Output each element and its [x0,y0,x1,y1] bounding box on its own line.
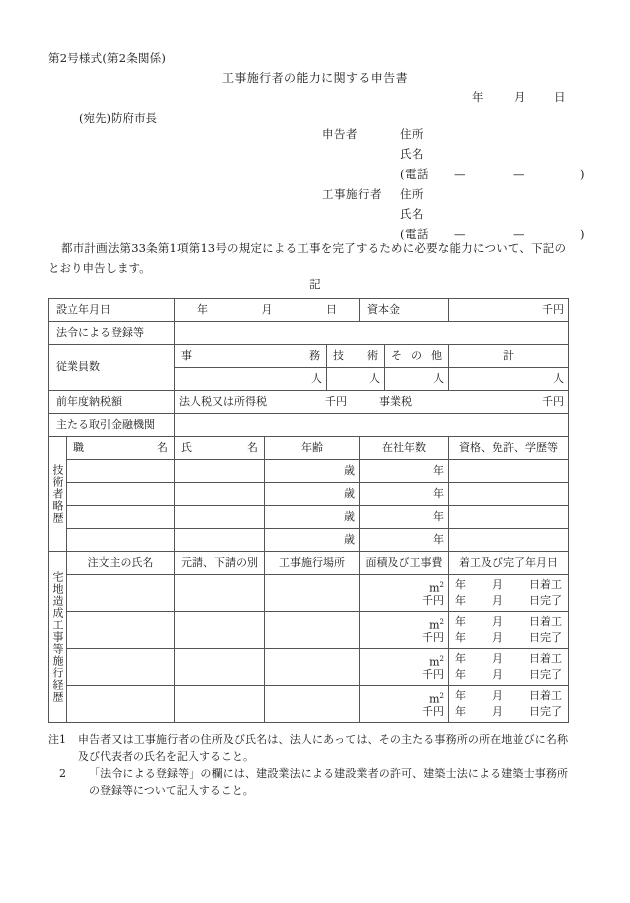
table-row [49,483,569,506]
technical-unit: 人 [369,371,380,385]
position-head-left: 職 [73,440,84,454]
history-contract-4[interactable] [175,686,265,723]
establishment-label: 設立年月日 [56,302,111,316]
contractor-address-row [322,186,585,206]
date-month-label: 月 [514,90,526,104]
table-row [49,575,569,612]
engineer-age-2[interactable] [265,483,360,506]
establishment-day: 日 [326,302,337,316]
engineer-qualification-1[interactable] [449,460,569,483]
form-code: 第2号様式(第2条関係) [48,51,167,65]
age-unit: 歳 [344,463,355,477]
declarant-name-row [322,146,585,166]
bank-label-cell [49,414,175,437]
employees-other-value[interactable] [385,368,449,391]
table-row [49,506,569,529]
footnote-2-text: 「法令による登録等」の欄には、建設業法による建設業者の許可、建築士法による建築士事務所の登録等について記入すること。 [89,767,568,797]
contractor-address-label: 住所 [400,187,424,201]
table-row [49,686,569,723]
footnote-2-number: 2 [59,767,66,780]
name-head-left: 氏 [181,440,192,454]
table-row [49,612,569,649]
row-tax [49,391,569,414]
parties-block [322,126,585,246]
name-head-right: 名 [247,440,258,454]
declarant-tel-label: (電話 [400,167,429,181]
date-year-label: 年 [472,90,484,104]
history-col-area-head: 面積及び工事費 [360,552,449,575]
employees-col-other-head [385,345,449,368]
finish-date-1: 年 月 日完了 [455,594,562,607]
tenure-unit: 年 [433,486,444,500]
history-area-cost-3[interactable] [360,649,449,686]
cost-unit-4: 千円 [422,705,444,718]
engineer-tenure-1[interactable] [360,460,449,483]
history-area-cost-4[interactable] [360,686,449,723]
engineer-name-3[interactable] [175,506,265,529]
ki-mark: 記 [309,277,321,291]
engineer-age-3[interactable] [265,506,360,529]
area-unit-2: $m^2$ [429,618,444,632]
bank-value-cell[interactable] [175,414,569,437]
history-client-2[interactable] [67,612,175,649]
contractor-tel-dash-2: — [513,227,525,241]
history-location-4[interactable] [265,686,360,723]
history-col-client-head: 注文主の氏名 [67,552,175,575]
establishment-date-cell[interactable] [175,299,360,322]
establishment-date [179,304,355,317]
date-day-label: 日 [554,90,566,104]
corporate-tax-label: 法人税又は所得税 [179,394,267,408]
history-contract-2[interactable] [175,612,265,649]
other-head-right: 他 [431,348,442,362]
declarant-tel-dash-2: — [513,167,525,181]
establishment-label-cell [49,299,175,322]
start-date-3: 年 月 日着工 [455,652,562,665]
start-date-1: 年 月 日着工 [455,578,562,591]
declaration-text: 都市計画法第33条第1項第13号の規定による工事を完了するために必要な能力について、下記のとおり申告します。 [48,241,566,275]
declarant-name-label: 氏名 [400,147,424,161]
declarant-tel [400,166,585,182]
finish-date-3: 年 月 日完了 [455,668,562,681]
engineer-position-2[interactable] [67,483,175,506]
declarant-tel-row [322,166,585,186]
engineer-tenure-4[interactable] [360,529,449,552]
finish-date-2: 年 月 日完了 [455,631,562,644]
total-unit: 人 [553,371,564,385]
row-employees-header [49,345,569,368]
clerical-head-right: 務 [309,348,320,362]
business-tax-label: 事業税 [379,394,412,408]
engineer-name-1[interactable] [175,460,265,483]
history-label: 宅地造成工事等施行経歴 [51,571,64,703]
contractor-name-label: 氏名 [400,207,424,221]
history-contract-1[interactable] [175,575,265,612]
engineer-age-1[interactable] [265,460,360,483]
contractor-tel-dash-1: — [454,227,466,241]
age-unit: 歳 [344,509,355,523]
area-unit-3: $m^2$ [429,655,444,669]
row-bank [49,414,569,437]
table-row [49,649,569,686]
declarant-tel-paren: ) [580,167,585,181]
tenure-unit: 年 [433,509,444,523]
declarant-tel-dash-1: — [454,167,466,181]
tenure-unit: 年 [433,532,444,546]
capability-form-table [48,298,569,723]
tenure-unit: 年 [433,463,444,477]
employees-technical-value[interactable] [327,368,385,391]
engineers-label: 技術者略歴 [51,464,64,524]
footnote-2 [48,765,568,799]
engineers-col-age-head: 年齢 [265,437,360,460]
engineers-col-tenure-head: 在社年数 [360,437,449,460]
declarant-address-label: 住所 [400,127,424,141]
engineers-col-position-head [67,437,175,460]
employees-total-value[interactable] [449,368,569,391]
age-unit: 歳 [344,486,355,500]
engineer-qualification-3[interactable] [449,506,569,529]
tax-label: 前年度納税額 [56,394,122,408]
business-tax-unit: 千円 [542,394,564,408]
row-history-header [49,552,569,575]
tax-label-cell [49,391,175,414]
capital-unit: 千円 [542,302,564,316]
declarant-label: 申告者 [322,127,358,141]
engineer-position-3[interactable] [67,506,175,529]
history-col-contract-head: 元請、下請の別 [175,552,265,575]
clerical-head-left: 事 [181,348,192,362]
corporate-tax-unit: 千円 [325,394,347,408]
history-location-3[interactable] [265,649,360,686]
history-dates-2[interactable] [449,612,569,649]
registration-value-cell[interactable] [175,322,569,345]
engineer-position-1[interactable] [67,460,175,483]
contractor-label: 工事施行者 [322,187,382,201]
engineer-tenure-2[interactable] [360,483,449,506]
engineer-qualification-4[interactable] [449,529,569,552]
declarant-address-row [322,126,585,146]
registration-label: 法令による登録等 [56,325,144,339]
engineers-col-qualification-head: 資格、免許、学歴等 [449,437,569,460]
history-area-cost-2[interactable] [360,612,449,649]
engineer-name-4[interactable] [175,529,265,552]
employees-col-total-head: 計 [449,345,569,368]
start-date-2: 年 月 日着工 [455,615,562,628]
clerical-unit: 人 [311,371,322,385]
engineer-qualification-2[interactable] [449,483,569,506]
history-label-cell [49,552,67,723]
other-head-mid: の [411,348,422,362]
contractor-name-row [322,206,585,226]
table-row [49,529,569,552]
employees-col-technical-head [327,345,385,368]
footnotes [48,731,568,799]
table-row [49,460,569,483]
engineer-position-4[interactable] [67,529,175,552]
addressee: (宛先)防府市長 [79,111,157,125]
start-date-4: 年 月 日着工 [455,689,562,702]
registration-label-cell [49,322,175,345]
cost-unit-2: 千円 [422,631,444,644]
history-client-1[interactable] [67,575,175,612]
history-dates-3[interactable] [449,649,569,686]
history-dates-4[interactable] [449,686,569,723]
age-unit: 歳 [344,532,355,546]
capital-label: 資本金 [367,302,400,316]
submission-date-line [472,89,568,105]
history-dates-1[interactable] [449,575,569,612]
capital-label-cell [360,299,449,322]
cost-unit-1: 千円 [422,594,444,607]
document-title: 工事施行者の能力に関する申告書 [221,71,408,85]
technical-head-left: 技 [333,348,344,362]
history-col-location-head: 工事施行場所 [265,552,360,575]
history-location-2[interactable] [265,612,360,649]
history-col-dates-head: 着工及び完了年月日 [449,552,569,575]
history-location-1[interactable] [265,575,360,612]
engineers-label-cell [49,437,67,552]
engineer-name-2[interactable] [175,483,265,506]
engineers-col-name-head [175,437,265,460]
row-engineers-header [49,437,569,460]
contractor-tel-label: (電話 [400,227,429,241]
engineer-age-4[interactable] [265,529,360,552]
other-unit: 人 [433,371,444,385]
other-head-left: そ [391,348,402,362]
technical-head-right: 術 [367,348,378,362]
history-area-cost-1[interactable] [360,575,449,612]
row-registration [49,322,569,345]
footnote-1-text: 申告者又は工事施行者の住所及び氏名は、法人にあっては、その主たる事務所の所在地並びに名称及び代表者の氏名を記入すること。 [78,733,568,763]
footnote-1-number: 注1 [48,733,66,746]
establishment-year: 年 [197,302,208,316]
finish-date-4: 年 月 日完了 [455,705,562,718]
employees-col-clerical-head [175,345,327,368]
establishment-month: 月 [261,302,273,316]
row-establishment [49,299,569,322]
tax-value-cell[interactable] [175,391,569,414]
employees-label: 従業員数 [56,360,100,374]
bank-label: 主たる取引金融機関 [56,417,155,431]
history-client-3[interactable] [67,649,175,686]
position-head-right: 名 [157,440,168,454]
contractor-tel-paren: ) [580,227,585,241]
employees-label-cell [49,345,175,391]
area-unit-4: $m^2$ [429,692,444,706]
employees-clerical-value[interactable] [175,368,327,391]
engineer-tenure-3[interactable] [360,506,449,529]
declaration-statement [48,238,566,278]
history-client-4[interactable] [67,686,175,723]
capital-value-cell[interactable] [449,299,569,322]
footnote-1 [48,731,568,765]
area-unit-1: $m^2$ [429,581,444,595]
cost-unit-3: 千円 [422,668,444,681]
history-contract-3[interactable] [175,649,265,686]
